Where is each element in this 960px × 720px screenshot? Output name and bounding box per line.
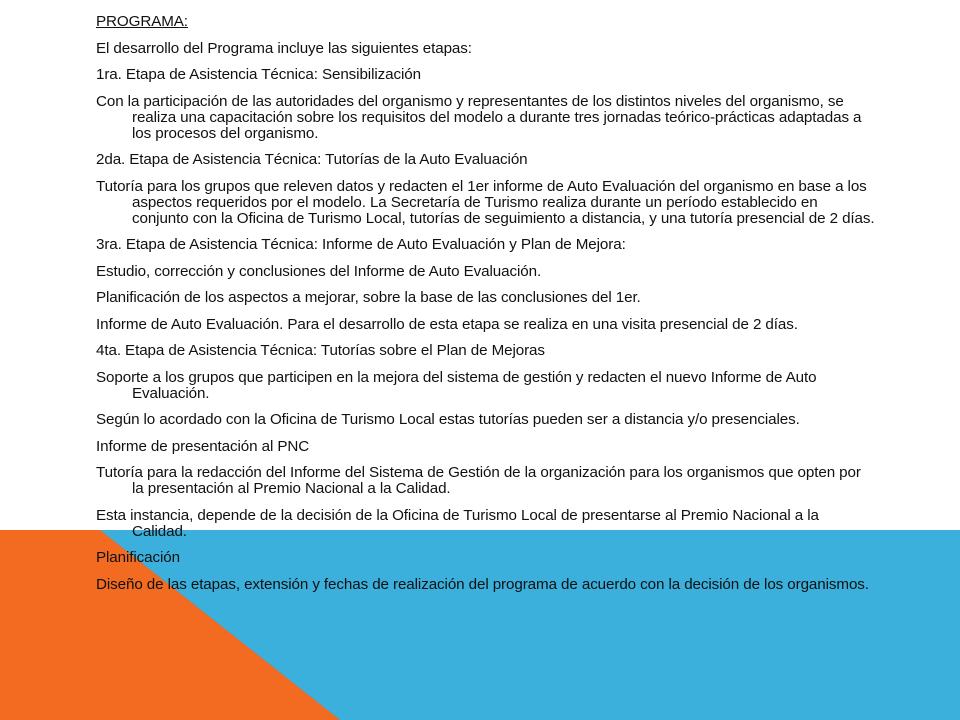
slide-body <box>96 14 876 603</box>
stage-1-heading: 1ra. Etapa de Asistencia Técnica: Sensibilización <box>96 66 421 83</box>
planning-heading: Planificación <box>96 549 180 566</box>
stage-3-study: Estudio, corrección y conclusiones del Informe de Auto Evaluación. <box>96 262 542 280</box>
stage-2-description: Tutoría para los grupos que releven datos y redacten el 1er informe de Auto Evaluación del organismo en base a los aspectos requeridos por el modelo. La Secretaría de Turismo realiza durante un período establecido en conjunto con la Oficina de Turismo Local, tutorías de seguimiento a distancia, y una tutoría presencial de 2 días. <box>96 177 875 227</box>
intro-text: El desarrollo del Programa incluye las siguientes etapas: <box>96 39 472 57</box>
planning-description: Diseño de las etapas, extensión y fechas de realización del programa de acuerdo con la decisión de los organismos. <box>96 575 869 593</box>
section-title: PROGRAMA: <box>96 13 188 30</box>
stage-2-heading: 2da. Etapa de Asistencia Técnica: Tutorías de la Auto Evaluación <box>96 151 528 168</box>
pnc-tutoring: Tutoría para la redacción del Informe del Sistema de Gestión de la organización para los organismos que opten por la presentación al Premio Nacional a la Calidad. <box>96 464 861 497</box>
stage-3-report: Informe de Auto Evaluación. Para el desarrollo de esta etapa se realiza en una visita presencial de 2 días. <box>96 315 798 333</box>
stage-3-planning: Planificación de los aspectos a mejorar, sobre la base de las conclusiones del 1er. <box>96 289 641 306</box>
stage-3-heading: 3ra. Etapa de Asistencia Técnica: Informe de Auto Evaluación y Plan de Mejora: <box>96 236 626 253</box>
stage-4-support: Soporte a los grupos que participen en la mejora del sistema de gestión y redacten el nuevo Informe de Auto Evaluación. <box>96 368 817 402</box>
stage-4-heading: 4ta. Etapa de Asistencia Técnica: Tutorías sobre el Plan de Mejoras <box>96 342 545 359</box>
pnc-decision: Esta instancia, depende de la decisión de la Oficina de Turismo Local de presentarse al Premio Nacional a la Calidad. <box>96 506 819 540</box>
stage-1-description: Con la participación de las autoridades del organismo y representantes de los distintos niveles del organismo, se realiza una capacitación sobre los requisitos del modelo a durante tres jornadas teórico-prácticas adaptadas a los procesos del organismo. <box>96 92 862 142</box>
pnc-heading: Informe de presentación al PNC <box>96 437 310 455</box>
stage-4-agreement: Según lo acordado con la Oficina de Turismo Local estas tutorías pueden ser a distancia y/o presenciales. <box>96 411 800 428</box>
